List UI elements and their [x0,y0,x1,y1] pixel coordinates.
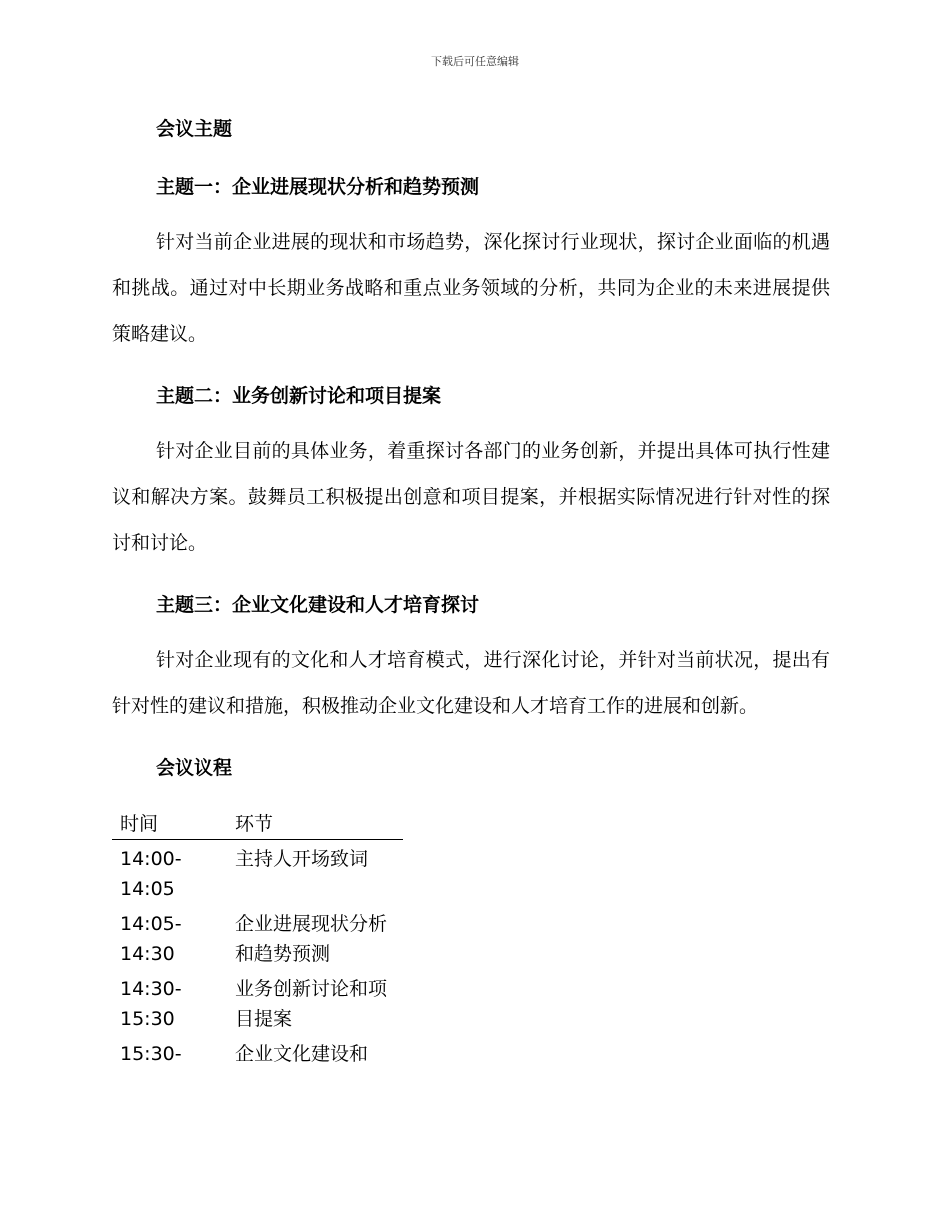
header-note: 下载后可任意编辑 [431,55,519,68]
agenda-time: 15:30- [120,1043,182,1065]
agenda-time: 14:05-14:30 [120,913,182,965]
agenda-table [112,809,403,1070]
topic-3-title: 主题三：企业文化建设和人才培育探讨 [156,594,480,616]
section-title-agenda: 会议议程 [156,757,233,779]
agenda-item: 主持人开场致词 [235,848,369,870]
agenda-time: 14:30-15:30 [120,978,182,1030]
table-row [112,840,403,906]
document-body [112,112,830,1070]
agenda-item: 业务创新讨论和项目提案 [235,978,388,1030]
section-title-meeting-topics: 会议主题 [156,118,233,140]
agenda-header-time: 时间 [112,809,227,840]
topic-1-title: 主题一：企业进展现状分析和趋势预测 [156,176,480,198]
agenda-header-item: 环节 [227,809,403,840]
topic-2-title: 主题二：业务创新讨论和项目提案 [156,385,442,407]
table-row [112,970,403,1035]
topic-1-body: 针对当前企业进展的现状和市场趋势，深化探讨行业现状，探讨企业面临的机遇和挑战。通过对中长期业务战略和重点业务领域的分析，共同为企业的未来进展提供策略建议。 [112,231,830,345]
agenda-header-row [112,809,403,840]
agenda-time: 14:00-14:05 [120,848,182,900]
topic-2-body: 针对企业目前的具体业务，着重探讨各部门的业务创新，并提出具体可执行性建议和解决方案。鼓舞员工积极提出创意和项目提案，并根据实际情况进行针对性的探讨和讨论。 [112,440,830,554]
table-row [112,905,403,970]
table-row [112,1035,403,1070]
topic-3-body: 针对企业现有的文化和人才培育模式，进行深化讨论，并针对当前状况，提出有针对性的建议和措施，积极推动企业文化建设和人才培育工作的进展和创新。 [112,649,830,717]
agenda-item: 企业文化建设和 [235,1043,369,1065]
agenda-item: 企业进展现状分析和趋势预测 [235,913,388,965]
